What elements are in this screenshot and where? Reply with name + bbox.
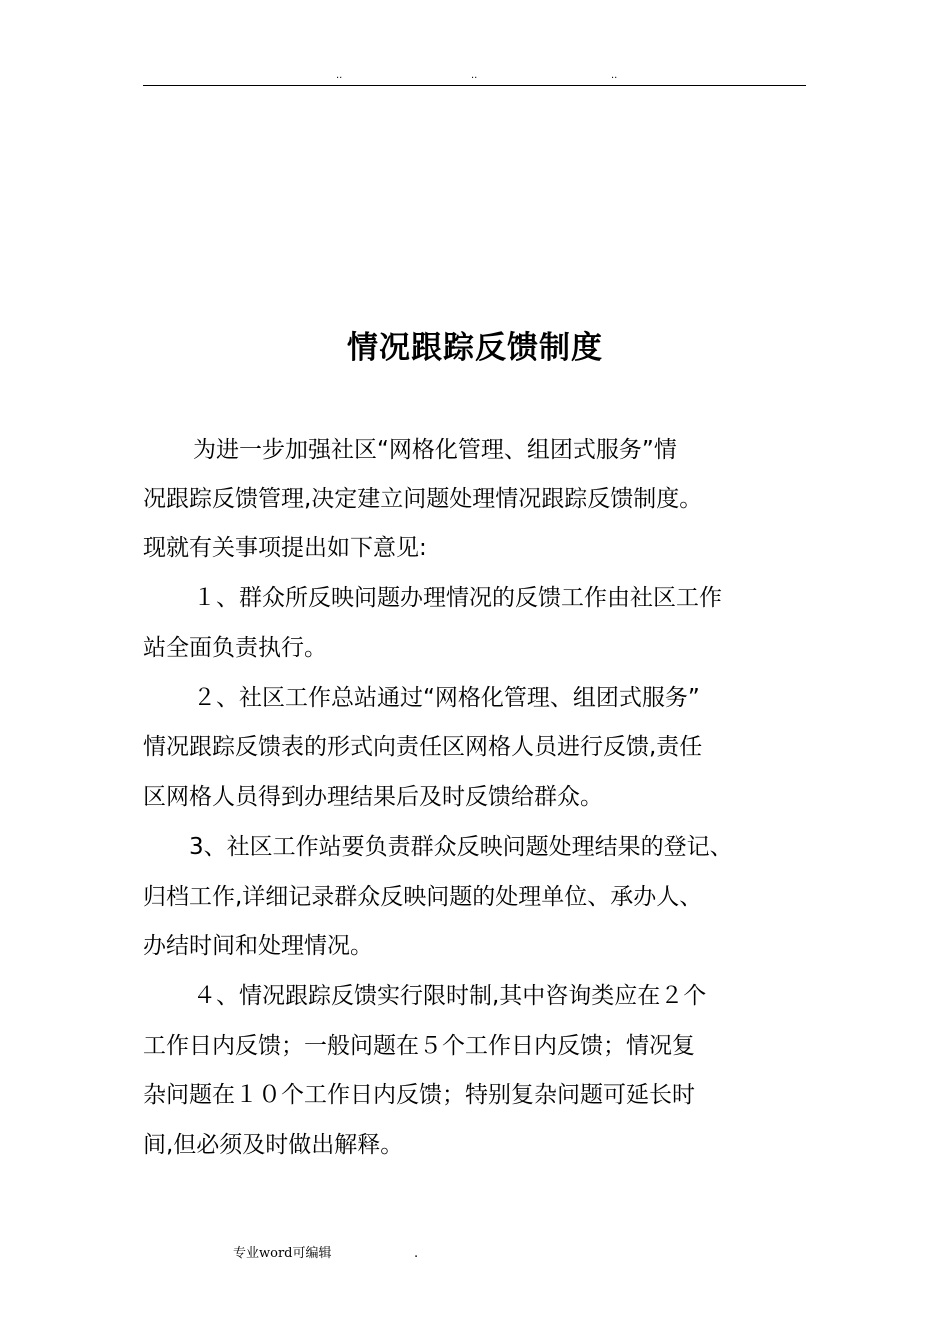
header-mark: .. — [336, 70, 343, 81]
body-line: 区网格人员得到办理结果后及时反馈给群众。 — [143, 784, 603, 810]
document-title: 情况跟踪反馈制度 — [347, 330, 603, 366]
body-line: ４、情况跟踪反馈实行限时制,其中咨询类应在２个 — [193, 983, 707, 1009]
body-line: 为进一步加强社区“网格化管理、组团式服务”情 — [193, 437, 677, 463]
body-line: 站全面负责执行。 — [143, 635, 327, 661]
body-line: 杂问题在１０个工作日内反馈；特别复杂问题可延长时 — [143, 1082, 695, 1108]
body-line: 况跟踪反馈管理,决定建立问题处理情况跟踪反馈制度。 — [143, 486, 703, 512]
body-line: 现就有关事项提出如下意见: — [143, 535, 427, 561]
footer-text: 专业word可编辑 — [233, 1246, 332, 1261]
body-line: １、群众所反映问题办理情况的反馈工作由社区工作 — [193, 585, 722, 611]
body-line: ２、社区工作总站通过“网格化管理、组团式服务” — [193, 685, 700, 711]
body-line: 情况跟踪反馈表的形式向责任区网格人员进行反馈,责任 — [143, 734, 703, 760]
body-line: 间,但必须及时做出解释。 — [143, 1132, 404, 1158]
body-line: 归档工作,详细记录群众反映问题的处理单位、承办人、 — [143, 884, 703, 910]
footer-mark: . — [414, 1246, 419, 1261]
header-mark: .. — [471, 70, 478, 81]
header-mark: .. — [611, 70, 618, 81]
header-divider — [143, 85, 806, 86]
body-line: 工作日内反馈；一般问题在５个工作日内反馈；情况复 — [143, 1033, 695, 1059]
body-line: 3、社区工作站要负责群众反映问题处理结果的登记、 — [189, 834, 733, 860]
body-line: 办结时间和处理情况。 — [143, 933, 373, 959]
